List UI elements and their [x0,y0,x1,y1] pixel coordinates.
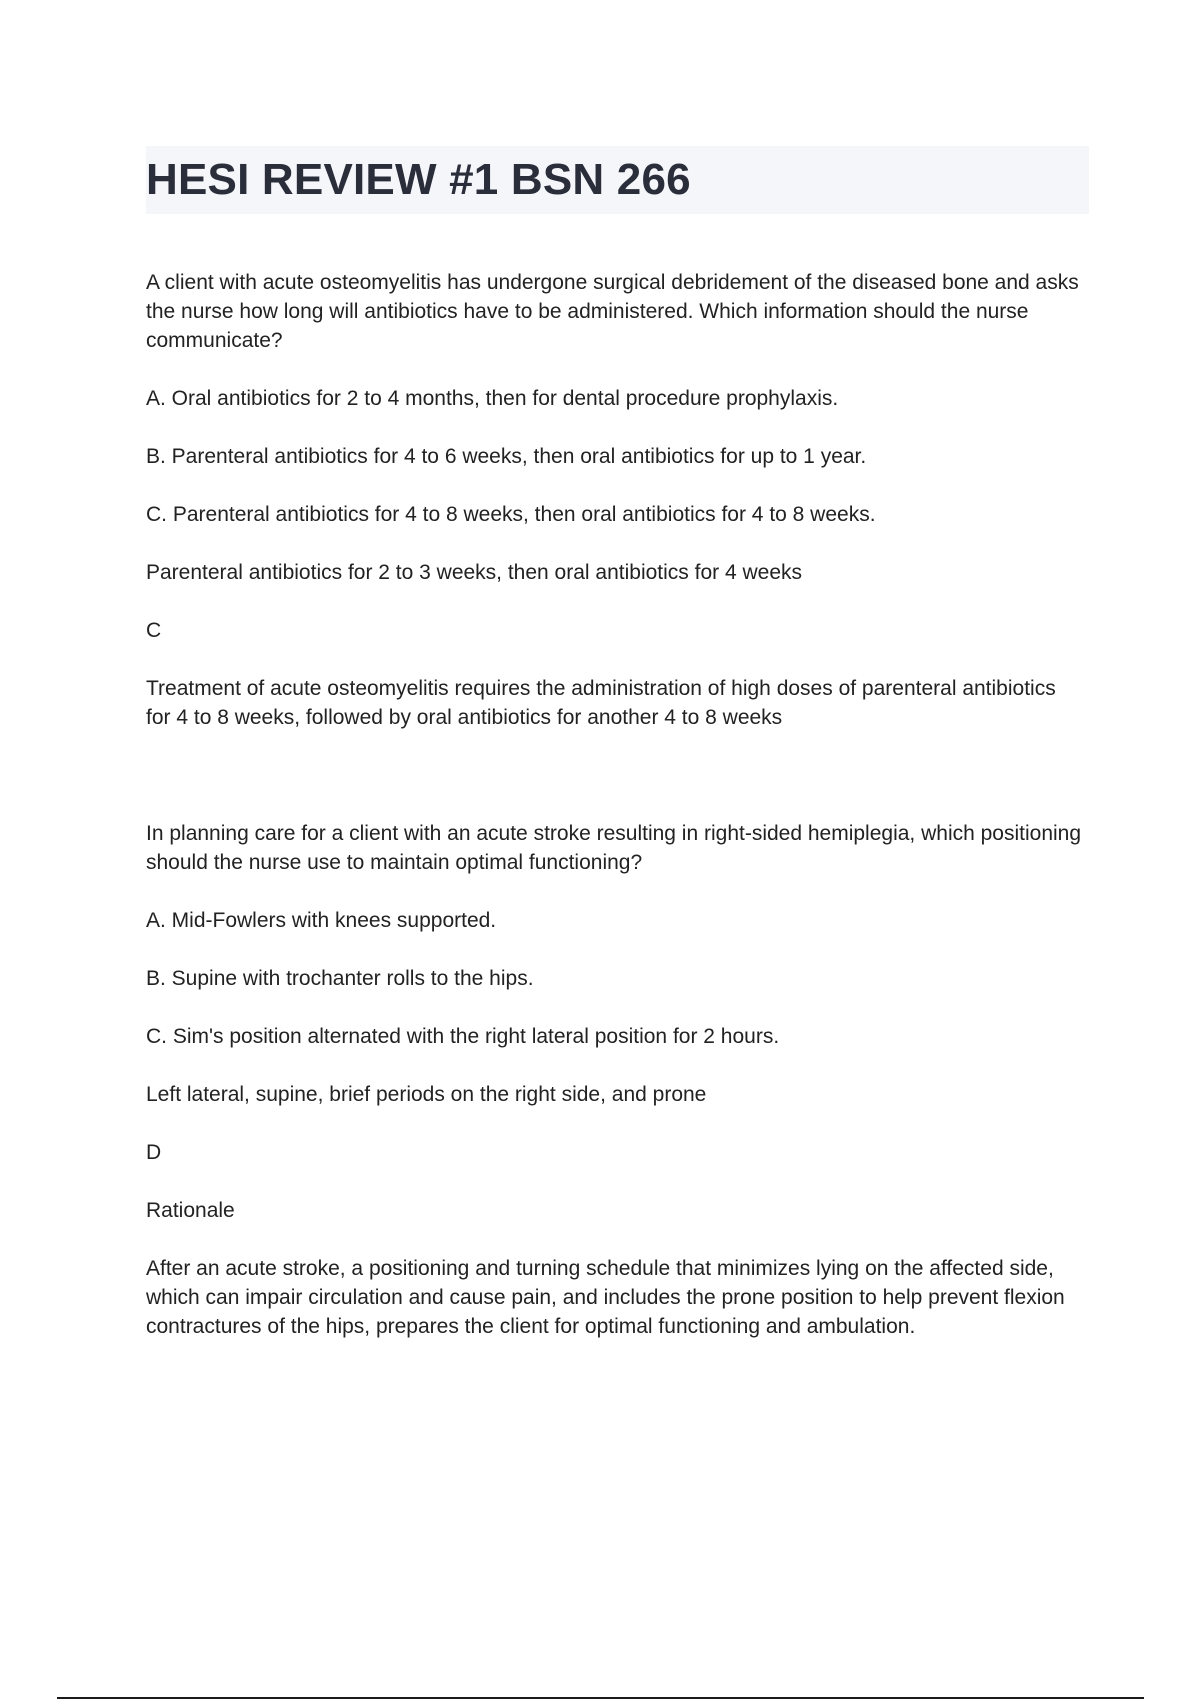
question-2-option-d: Left lateral, supine, brief periods on the right side, and prone [146,1083,707,1106]
question-2-rationale-label: Rationale [146,1199,235,1222]
question-1-rationale: Treatment of acute osteomyelitis requires the administration of high doses of parenteral antibiotics for 4 to 8 weeks, followed by oral antibiotics for another 4 to 8 weeks [146,677,1056,729]
question-1-answer: C [146,619,162,642]
question-1-stem: A client with acute osteomyelitis has undergone surgical debridement of the diseased bone and asks the nurse how long will antibiotics have to be administered. Which information should the nurse communicate? [146,271,1079,352]
question-2-stem: In planning care for a client with an acute stroke resulting in right-sided hemiplegia, which positioning should the nurse use to maintain optimal functioning? [146,822,1082,874]
question-1-option-d: Parenteral antibiotics for 2 to 3 weeks, then oral antibiotics for 4 weeks [146,561,803,584]
question-2-answer: D [146,1141,162,1164]
document-content [146,268,1086,1341]
question-2-option-a: A. Mid-Fowlers with knees supported. [146,909,497,932]
question-1-option-a: A. Oral antibiotics for 2 to 4 months, then for dental procedure prophylaxis. [146,387,839,410]
question-2-rationale: After an acute stroke, a positioning and turning schedule that minimizes lying on the affected side, which can impair circulation and cause pain, and includes the prone position to help prevent flexion contractures of the hips, prepares the client for optimal functioning and ambulation. [146,1257,1065,1338]
question-1-option-c: C. Parenteral antibiotics for 4 to 8 weeks, then oral antibiotics for 4 to 8 weeks. [146,503,876,526]
footer-divider [57,1697,1144,1699]
question-2-option-c: C. Sim's position alternated with the right lateral position for 2 hours. [146,1025,780,1048]
document-title: HESI REVIEW #1 BSN 266 [146,155,691,204]
question-2-option-b: B. Supine with trochanter rolls to the hips. [146,967,534,990]
question-1-option-b: B. Parenteral antibiotics for 4 to 6 weeks, then oral antibiotics for up to 1 year. [146,445,867,468]
